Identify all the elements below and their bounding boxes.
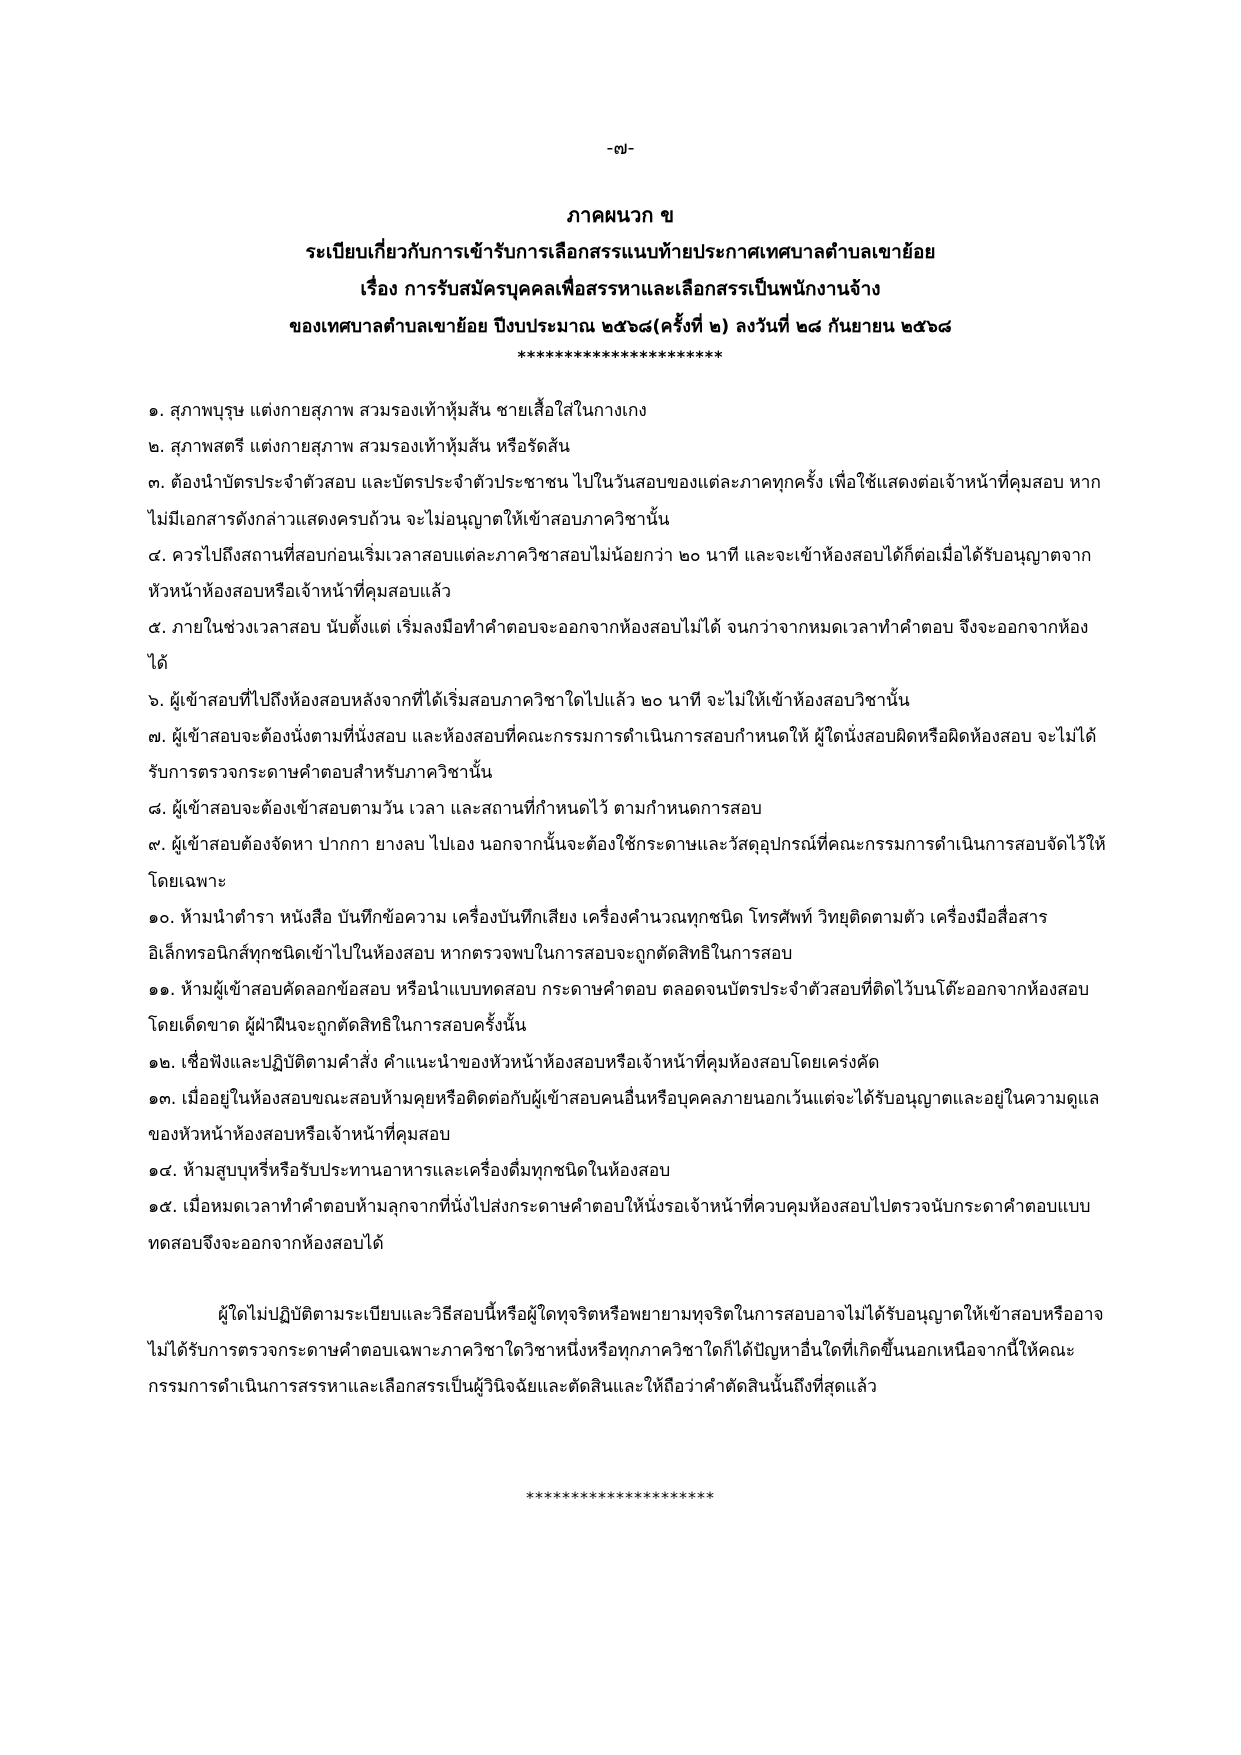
regulation-title: ระเบียบเกี่ยวกับการเข้ารับการเลือกสรรแนบท้ายประกาศเทศบาลตำบลเขาย้อย <box>305 241 936 263</box>
footer-separator: ********************* <box>526 1488 715 1507</box>
rule-item: ๑๒. เชื่อฟังและปฏิบัติตามคำสั่ง คำแนะนำของหัวหน้าห้องสอบหรือเจ้าหน้าที่คุมห้องสอบโดยเคร่งคัด <box>148 1052 880 1073</box>
rule-item: ๘. ผู้เข้าสอบจะต้องเข้าสอบตามวัน เวลา และสถานที่กำหนดไว้ ตามกำหนดการสอบ <box>148 799 762 820</box>
rule-item: ๑๕. เมื่อหมดเวลาทำคำตอบห้ามลุกจากที่นั่งไปส่งกระดาษคำตอบให้นั่งรอเจ้าหน้าที่ควบคุมห้องสอบไปตรวจนับกระดาคำตอบแบบทดสอบจึงจะออกจากห้องสอบได้ <box>148 1197 1091 1254</box>
announcement-date-line: ของเทศบาลตำบลเขาย้อย ปีงบประมาณ ๒๕๖๘(ครั้งที่ ๒) ลงวันที่ ๒๘ กันยายน ๒๕๖๘ <box>289 316 952 337</box>
rule-item: ๑๐. ห้ามนำตำรา หนังสือ บันทึกข้อความ เครื่องบันทึกเสียง เครื่องคำนวณทุกชนิด โทรศัพท์ วิทยุติดตามตัว เครื่องมือสื่อสารอิเล็กทรอนิกส์ทุกชนิดเข้าไปในห้องสอบ หากตรวจพบในการสอบจะถูกตัดสิทธิในการสอบ <box>148 907 1048 965</box>
rule-item: ๑. สุภาพบุรุษ แต่งกายสุภาพ สวมรองเท้าหุ้มส้น ชายเสื้อใส่ในกางเกง <box>148 401 647 421</box>
rule-item: ๗. ผู้เข้าสอบจะต้องนั่งตามที่นั่งสอบ และห้องสอบที่คณะกรรมการดำเนินการสอบกำหนดให้ ผู้ใดนั่งสอบผิดหรือผิดห้องสอบ จะไม่ได้รับการตรวจกระดาษคำตอบสำหรับภาควิชานั้น <box>148 726 1097 784</box>
rule-item: ๕. ภายในช่วงเวลาสอบ นับตั้งแต่ เริ่มลงมือทำคำตอบจะออกจากห้องสอบไม่ได้ จนกว่าจากหมดเวลาทำคำตอบ จึงจะออกจากห้องได้ <box>148 618 1089 675</box>
rule-item: ๑๑. ห้ามผู้เข้าสอบคัดลอกข้อสอบ หรือนำแบบทดสอบ กระดาษคำตอบ ตลอดจนบัตรประจำตัวสอบที่ติดไว้บนโต๊ะออกจากห้องสอบโดยเด็ดขาด ผู้ฝ่าฝืนจะถูกตัดสิทธิในการสอบครั้งนั้น <box>148 980 1089 1037</box>
rules-list <box>148 393 1108 1262</box>
rule-item: ๙. ผู้เข้าสอบต้องจัดหา ปากกา ยางลบ ไปเอง นอกจากนั้นจะต้องใช้กระดาษและวัสดุอุปกรณ์ที่คณะกรรมการดำเนินการสอบจัดไว้ให้โดยเฉพาะ <box>148 835 1106 892</box>
rule-item: ๒. สุภาพสตรี แต่งกายสุภาพ สวมรองเท้าหุ้มส้น หรือรัดส้น <box>148 437 570 458</box>
document-header <box>0 197 1241 369</box>
rule-item: ๑๓. เมื่ออยู่ในห้องสอบขณะสอบห้ามคุยหรือติดต่อกับผู้เข้าสอบคนอื่นหรือบุคคลภายนอกเว้นแต่จะได้รับอนุญาตและอยู่ในความดูแลของหัวหน้าห้องสอบหรือเจ้าหน้าที่คุมสอบ <box>148 1088 1100 1146</box>
closing-paragraph: ผู้ใดไม่ปฏิบัติตามระเบียบและวิธีสอบนี้หรือผู้ใดทุจริตหรือพยายามทุจริตในการสอบอาจไม่ได้รับอนุญาตให้เข้าสอบหรืออาจไม่ได้รับการตรวจกระดาษคำตอบเฉพาะภาควิชาใดวิชาหนึ่งหรือทุกภาควิชาใดก็ได้ปัญหาอื่นใดที่เกิดขึ้นนอกเหนือจากนี้ให้คณะกรรมการดำเนินการสรรหาและเลือกสรรเป็นผู้วินิจฉัยและตัดสินและให้ถือว่าคำตัดสินนั้นถึงที่สุดแล้ว <box>148 1305 1104 1398</box>
rule-item: ๖. ผู้เข้าสอบที่ไปถึงห้องสอบหลังจากที่ได้เริ่มสอบภาควิชาใดไปแล้ว ๒๐ นาที จะไม่ให้เข้าห้องสอบวิชานั้น <box>148 690 910 711</box>
appendix-title: ภาคผนวก ข <box>566 203 675 227</box>
page-number: -๗- <box>606 137 635 159</box>
subject-line: เรื่อง การรับสมัครบุคคลเพื่อสรรหาและเลือกสรรเป็นพนักงานจ้าง <box>360 278 881 300</box>
header-separator: ********************** <box>517 347 724 366</box>
rule-item: ๑๔. ห้ามสูบบุหรี่หรือรับประทานอาหารและเครื่องดื่มทุกชนิดในห้องสอบ <box>148 1161 671 1182</box>
rule-item: ๔. ควรไปถึงสถานที่สอบก่อนเริ่มเวลาสอบแต่ละภาควิชาสอบไม่น้อยกว่า ๒๐ นาที และจะเข้าห้องสอบได้ก็ต่อเมื่อได้รับอนุญาตจากหัวหน้าห้องสอบหรือเจ้าหน้าที่คุมสอบแล้ว <box>148 545 1092 603</box>
rule-item: ๓. ต้องนำบัตรประจำตัวสอบ และบัตรประจำตัวประชาชน ไปในวันสอบของแต่ละภาคทุกครั้ง เพื่อใช้แสดงต่อเจ้าหน้าที่คุมสอบ หากไม่มีเอกสารดังกล่าวแสดงครบถ้วน จะไม่อนุญาตให้เข้าสอบภาควิชานั้น <box>148 473 1101 530</box>
